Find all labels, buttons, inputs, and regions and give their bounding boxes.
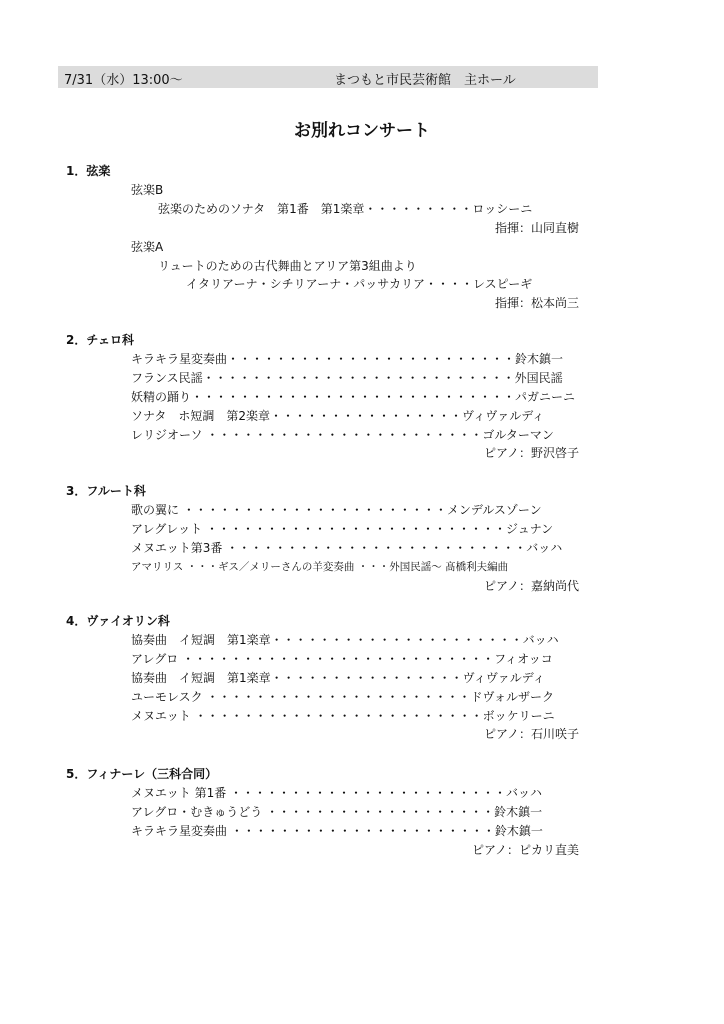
- program-item: メヌエット ・・・・・・・・・・・・・・・・・・・・・・・・ボッケリーニ: [131, 708, 555, 723]
- section-heading: 3．フルート科: [66, 484, 146, 498]
- program-item: 弦楽のためのソナタ 第1番 第1楽章・・・・・・・・・ロッシーニ: [158, 201, 533, 216]
- header-bar: [58, 66, 598, 88]
- program-item: メヌエット 第1番 ・・・・・・・・・・・・・・・・・・・・・・・バッハ: [131, 785, 543, 800]
- program-item: アマリリス ・・・ギス／メリーさんの羊変奏曲 ・・・外国民謡〜 髙橋利夫編曲: [131, 560, 509, 573]
- page-title: お別れコンサート: [294, 121, 430, 141]
- section-heading: 4．ヴァイオリン科: [66, 614, 170, 628]
- program-item: イタリアーナ・シチリアーナ・パッサカリア・・・・レスピーギ: [186, 277, 533, 292]
- program-item: アレグロ ・・・・・・・・・・・・・・・・・・・・・・・・・・フィオッコ: [131, 651, 553, 666]
- program-item: ソナタ ホ短調 第2楽章・・・・・・・・・・・・・・・・ヴィヴァルディ: [131, 408, 545, 423]
- performer-credit: ピアノ：ピカリ直美: [471, 842, 579, 857]
- program-item: メヌエット第3番 ・・・・・・・・・・・・・・・・・・・・・・・・・バッハ: [131, 540, 563, 555]
- program-item: アレグレット ・・・・・・・・・・・・・・・・・・・・・・・・・ジュナン: [131, 521, 554, 536]
- performer-credit: ピアノ：嘉納尚代: [483, 578, 579, 593]
- program-item: 協奏曲 イ短調 第1楽章・・・・・・・・・・・・・・・・・・・・・バッハ: [131, 632, 559, 647]
- program-item: 協奏曲 イ短調 第1楽章・・・・・・・・・・・・・・・・ヴィヴァルディ: [131, 670, 545, 685]
- concert-date: 7/31（水）13:00〜: [64, 73, 183, 88]
- section-heading: 1．弦楽: [66, 164, 111, 178]
- performer-credit: 指揮：松本尚三: [494, 296, 579, 311]
- performer-credit: ピアノ：野沢啓子: [483, 446, 579, 461]
- program-item: リュートのための古代舞曲とアリア第3組曲より: [158, 258, 417, 273]
- performer-credit: 指揮：山同直樹: [494, 220, 579, 235]
- program-item: フランス民謡・・・・・・・・・・・・・・・・・・・・・・・・・・外国民謡: [131, 370, 563, 385]
- program-item: 弦楽A: [131, 239, 164, 254]
- concert-venue: まつもと市民芸術館 主ホール: [334, 73, 516, 88]
- section-heading: 2．チェロ科: [66, 333, 134, 347]
- program-item: 弦楽B: [131, 182, 164, 197]
- program-item: アレグロ・むきゅうどう ・・・・・・・・・・・・・・・・・・・鈴木鎮一: [131, 804, 543, 819]
- program-item: キラキラ星変奏曲・・・・・・・・・・・・・・・・・・・・・・・・鈴木鎮一: [131, 351, 564, 366]
- program-item: ユーモレスク ・・・・・・・・・・・・・・・・・・・・・・ドヴォルザーク: [131, 689, 554, 704]
- program-item: 歌の翼に ・・・・・・・・・・・・・・・・・・・・・・メンデルスゾーン: [131, 502, 542, 517]
- section-heading: 5．フィナーレ（三科合同）: [66, 767, 218, 781]
- program-item: 妖精の踊り・・・・・・・・・・・・・・・・・・・・・・・・・・・パガニーニ: [131, 389, 576, 404]
- program-item: レリジオーソ ・・・・・・・・・・・・・・・・・・・・・・・ゴルターマン: [131, 427, 554, 442]
- performer-credit: ピアノ：石川咲子: [483, 727, 579, 742]
- program-item: キラキラ星変奏曲 ・・・・・・・・・・・・・・・・・・・・・・鈴木鎮一: [131, 823, 543, 838]
